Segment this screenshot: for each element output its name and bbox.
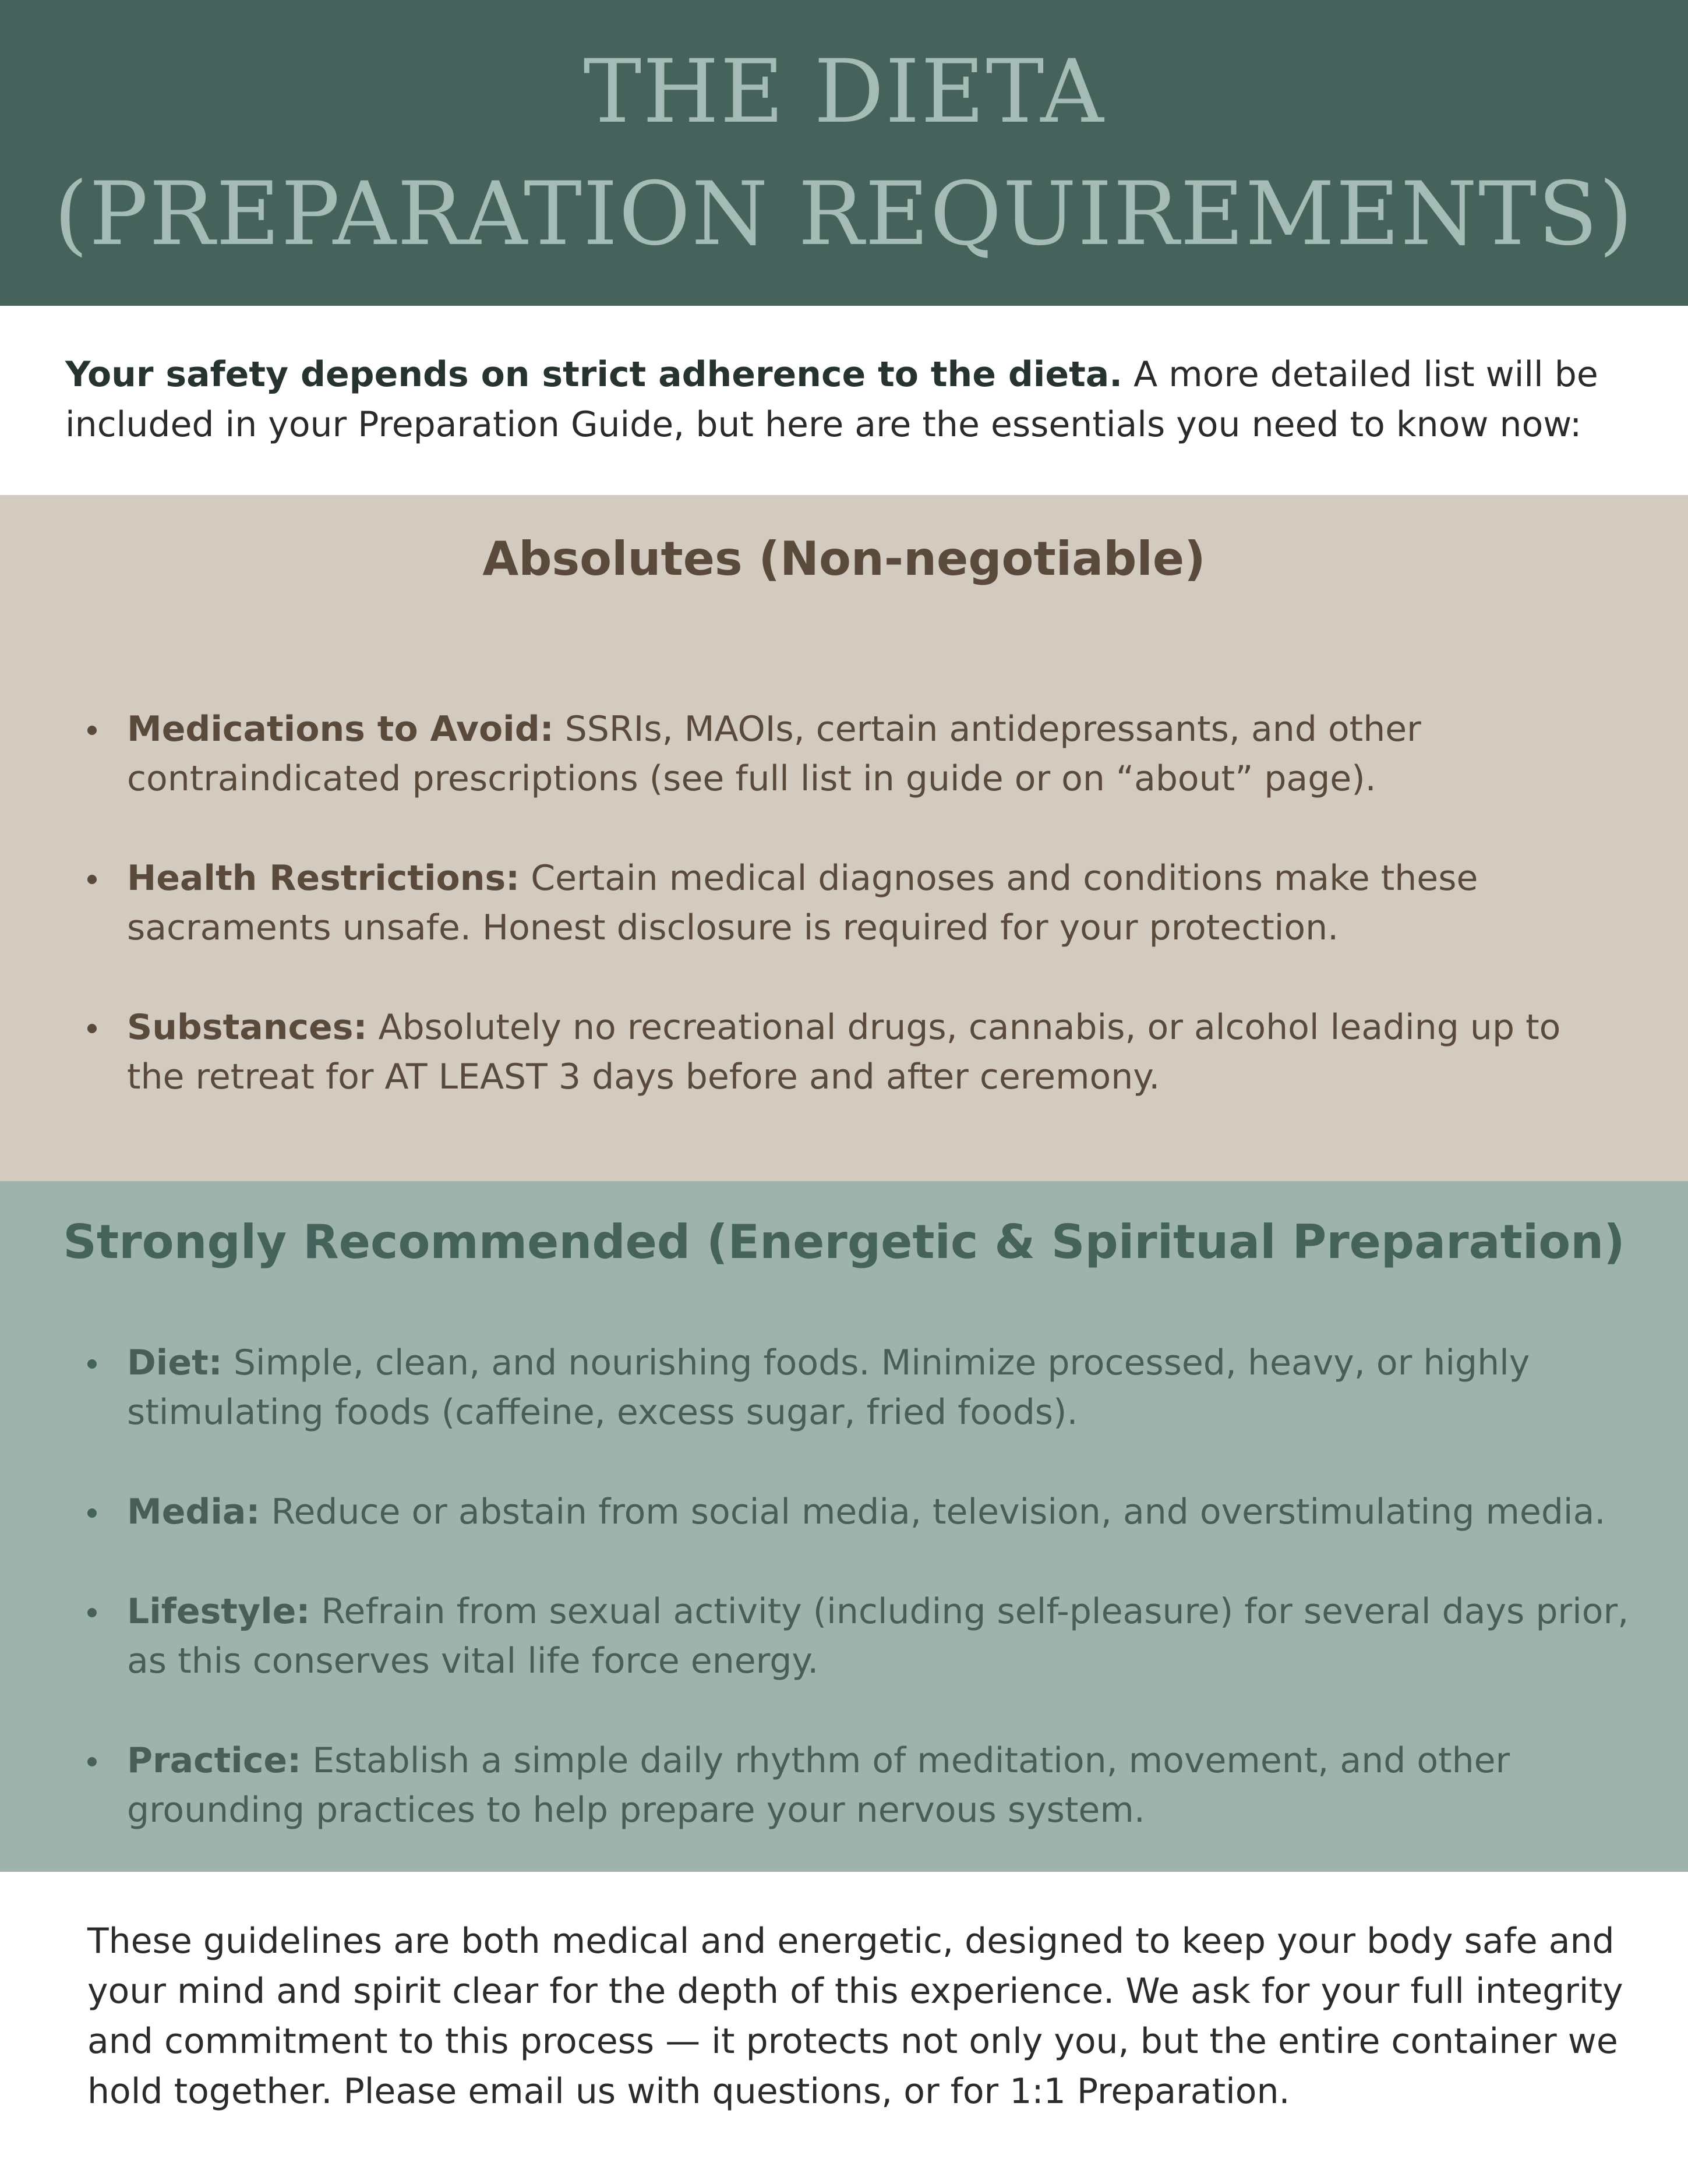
absolutes-section: [0, 495, 1688, 1181]
recommended-heading: Strongly Recommended (Energetic & Spiritual Preparation): [63, 1215, 1625, 1269]
page-title-line-2: (PREPARATION REQUIREMENTS): [54, 163, 1634, 265]
absolutes-list: [87, 705, 1625, 1152]
item-term: Practice:: [127, 1740, 302, 1781]
list-item: [87, 1736, 1660, 1835]
recommended-list: [87, 1338, 1660, 1885]
item-term: Substances:: [127, 1007, 368, 1048]
item-text: Establish a simple daily rhythm of meditation, movement, and other grounding practices to help prepare your nervous system.: [127, 1740, 1510, 1830]
list-item: [87, 1338, 1660, 1437]
item-term: Medications to Avoid:: [127, 709, 554, 750]
item-text: Certain medical diagnoses and conditions make these sacraments unsafe. Honest disclosure is required for your protection.: [127, 858, 1478, 948]
list-item: [87, 705, 1625, 804]
absolutes-heading: Absolutes (Non-negotiable): [482, 532, 1206, 586]
page-title-line-1: THE DIETA: [583, 41, 1105, 143]
list-item: [87, 1487, 1660, 1537]
closing-paragraph: These guidelines are both medical and energetic, designed to keep your body safe and your mind and spirit clear for the depth of this experience. We ask for your full integrity and commitment to this process — it protects not only you, but the entire container we hold together. Please email us with questions, or for 1:1 Preparation.: [87, 1921, 1623, 2112]
item-text: Refrain from sexual activity (including self-pleasure) for several days prior, as this conserves vital life force energy.: [127, 1591, 1629, 1681]
item-text: Absolutely no recreational drugs, cannabis, or alcohol leading up to the retreat for AT LEAST 3 days before and after ceremony.: [127, 1007, 1561, 1097]
intro-text: A more detailed list will be included in your Preparation Guide, but here are the essentials you need to know now:: [65, 354, 1598, 445]
item-text: Simple, clean, and nourishing foods. Minimize processed, heavy, or highly stimulating foods (caffeine, excess sugar, fried foods).: [127, 1342, 1530, 1433]
page-header: [0, 0, 1688, 306]
item-term: Lifestyle:: [127, 1591, 310, 1632]
item-term: Health Restrictions:: [127, 858, 520, 899]
intro-lead: Your safety depends on strict adherence to the dieta.: [65, 354, 1123, 395]
item-term: Diet:: [127, 1342, 223, 1383]
intro-paragraph: [65, 349, 1638, 450]
list-item: [87, 854, 1625, 953]
item-text: SSRIs, MAOIs, certain antidepressants, and other contraindicated prescriptions (see full list in guide or on “about” page).: [127, 709, 1421, 799]
item-term: Media:: [127, 1492, 260, 1532]
item-text: Reduce or abstain from social media, television, and overstimulating media.: [260, 1492, 1606, 1532]
recommended-section: [0, 1181, 1688, 1872]
list-item: [87, 1003, 1625, 1102]
list-item: [87, 1587, 1660, 1686]
